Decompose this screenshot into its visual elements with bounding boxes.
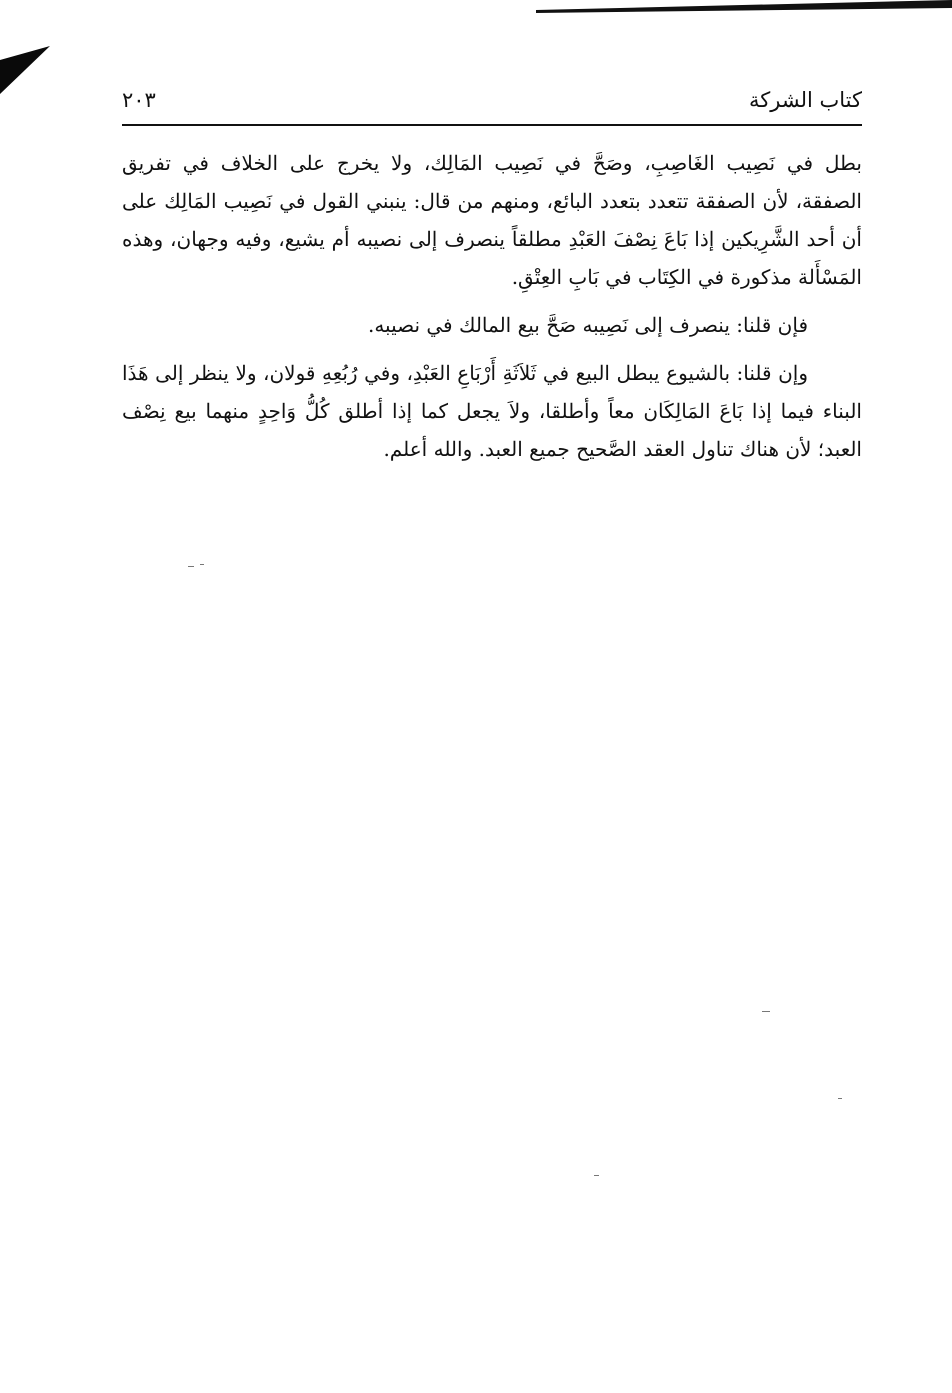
- paragraph-3: وإن قلنا: بالشيوع يبطل البيع في ثَلاَثَةِ أَرْبَاعِ العَبْدِ، وفي رُبُعِهِ قولان، ولا ينظر إلى هَذَا البناء فيما إذا بَاعَ المَالِكَان معاً وأطلقا، ولاَ يجعل كما إذا أطلق كُلُّ وَاحِدٍ منهما بيع نِصْف العبد؛ لأن هناك تناول العقد الصَّحيح جميع العبد. والله أعلم.: [122, 361, 862, 461]
- scan-speck: [838, 1098, 842, 1099]
- scan-speck: [200, 564, 204, 565]
- main-text: [122, 144, 862, 478]
- header-rule: [122, 124, 862, 126]
- scan-speck: [762, 1011, 770, 1012]
- paragraph-1: بطل في نَصِيب الغَاصِبِ، وصَحَّ في نَصِيب المَالِك، ولا يخرج على الخلاف في تفريق الصفقة، لأن الصفقة تتعدد بتعدد البائع، ومنهم من قال: ينبني القول في نَصِيب المَالِك على أن أحد الشَّرِيكين إذا بَاعَ نِصْفَ العَبْدِ مطلقاً ينصرف إلى نصيبه أم يشيع، وفيه وجهان، وهذه المَسْأَلة مذكورة في الكِتَاب في بَابِ العِتْقِ.: [122, 151, 862, 289]
- scan-corner-triangle: [0, 46, 50, 94]
- scan-speck: [594, 1175, 599, 1176]
- running-title: كتاب الشركة: [749, 88, 862, 112]
- page-number: ٢٠٣: [122, 88, 156, 112]
- scan-speck: [188, 566, 194, 567]
- scan-edge-shadow-top: [536, 0, 952, 16]
- paragraph-2: فإن قلنا: ينصرف إلى نَصِيبه صَحَّ بيع المالك في نصيبه.: [367, 313, 808, 337]
- page-header: [122, 84, 862, 122]
